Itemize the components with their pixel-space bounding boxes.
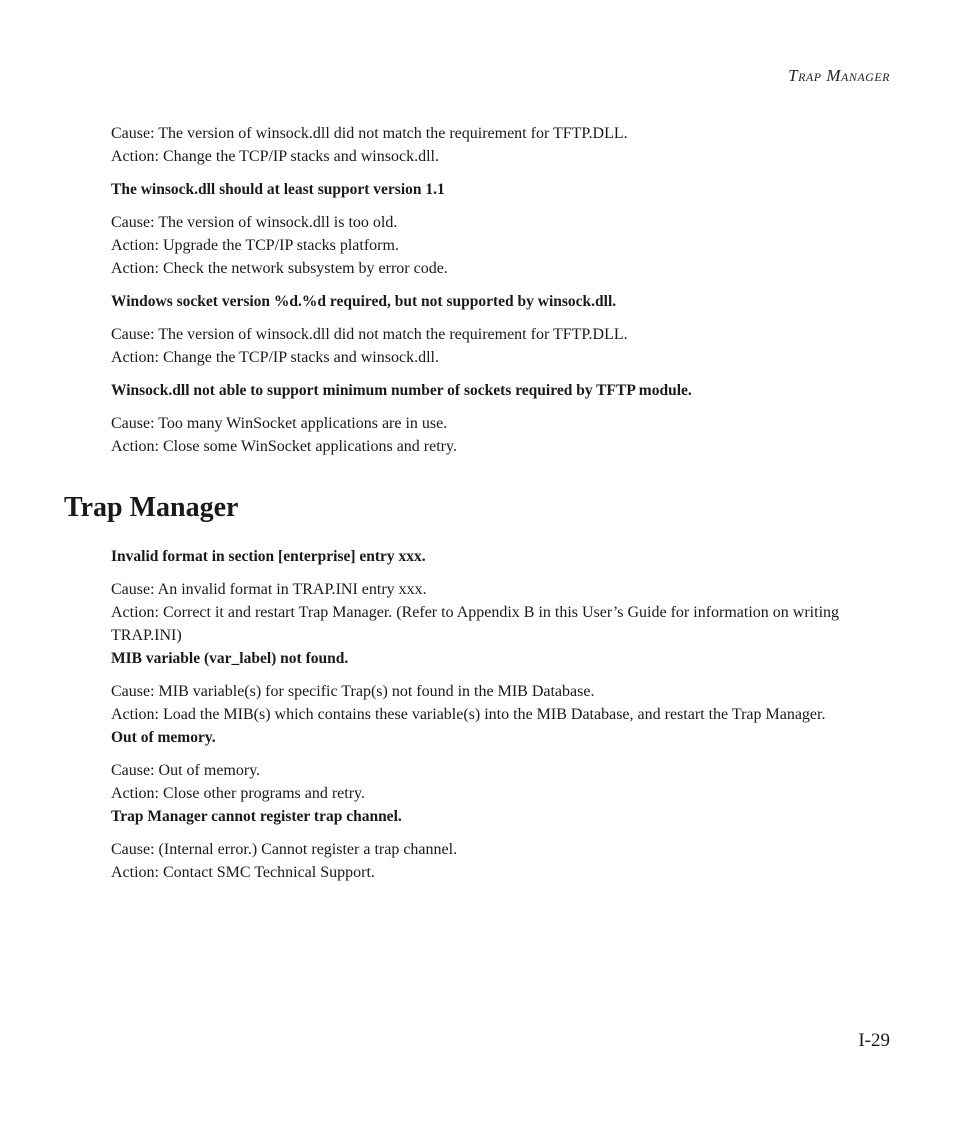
winsock-errors-block	[111, 122, 901, 458]
action-text: Action: Close other programs and retry.	[111, 785, 366, 802]
action-text: Action: Correct it and restart Trap Manager. (Refer to Appendix B in this User’s Guide for information on writing TRAP.INI)	[111, 604, 840, 644]
action-text: Action: Contact SMC Technical Support.	[111, 864, 375, 881]
action-text: Action: Check the network subsystem by error code.	[111, 260, 448, 277]
action-text: Action: Close some WinSocket applications and retry.	[111, 438, 457, 455]
error-heading: Windows socket version %d.%d required, but not supported by winsock.dll.	[111, 293, 617, 310]
action-text: Action: Change the TCP/IP stacks and winsock.dll.	[111, 349, 439, 366]
cause-text: Cause: The version of winsock.dll is too old.	[111, 214, 398, 231]
error-entry	[111, 290, 901, 369]
error-entry	[111, 178, 901, 280]
error-heading: The winsock.dll should at least support version 1.1	[111, 181, 445, 198]
action-text: Action: Change the TCP/IP stacks and winsock.dll.	[111, 148, 439, 165]
error-entry	[111, 726, 901, 805]
cause-text: Cause: MIB variable(s) for specific Trap(s) not found in the MIB Database.	[111, 683, 595, 700]
error-entry	[111, 805, 901, 884]
cause-text: Cause: The version of winsock.dll did not match the requirement for TFTP.DLL.	[111, 326, 628, 343]
cause-text: Cause: Out of memory.	[111, 762, 261, 779]
error-entry	[111, 545, 901, 647]
error-entry	[111, 379, 901, 458]
error-heading: Out of memory.	[111, 729, 216, 746]
action-text: Action: Load the MIB(s) which contains these variable(s) into the MIB Database, and restart the Trap Manager.	[111, 706, 826, 723]
cause-text: Cause: (Internal error.) Cannot register a trap channel.	[111, 841, 458, 858]
intro-entry	[111, 122, 901, 168]
trap-manager-errors-block	[111, 545, 901, 884]
cause-text: Cause: An invalid format in TRAP.INI entry xxx.	[111, 581, 427, 598]
action-text: Action: Upgrade the TCP/IP stacks platform.	[111, 237, 399, 254]
error-entry	[111, 647, 901, 726]
error-heading: MIB variable (var_label) not found.	[111, 650, 349, 667]
error-heading: Trap Manager cannot register trap channel.	[111, 808, 402, 825]
section-title: Trap Manager	[64, 492, 239, 523]
error-heading: Winsock.dll not able to support minimum number of sockets required by TFTP module.	[111, 382, 692, 399]
running-header: Trap Manager	[788, 66, 890, 85]
cause-text: Cause: The version of winsock.dll did not match the requirement for TFTP.DLL.	[111, 125, 628, 142]
cause-text: Cause: Too many WinSocket applications are in use.	[111, 415, 448, 432]
error-heading: Invalid format in section [enterprise] entry xxx.	[111, 548, 426, 565]
page-number: I-29	[858, 1030, 890, 1051]
